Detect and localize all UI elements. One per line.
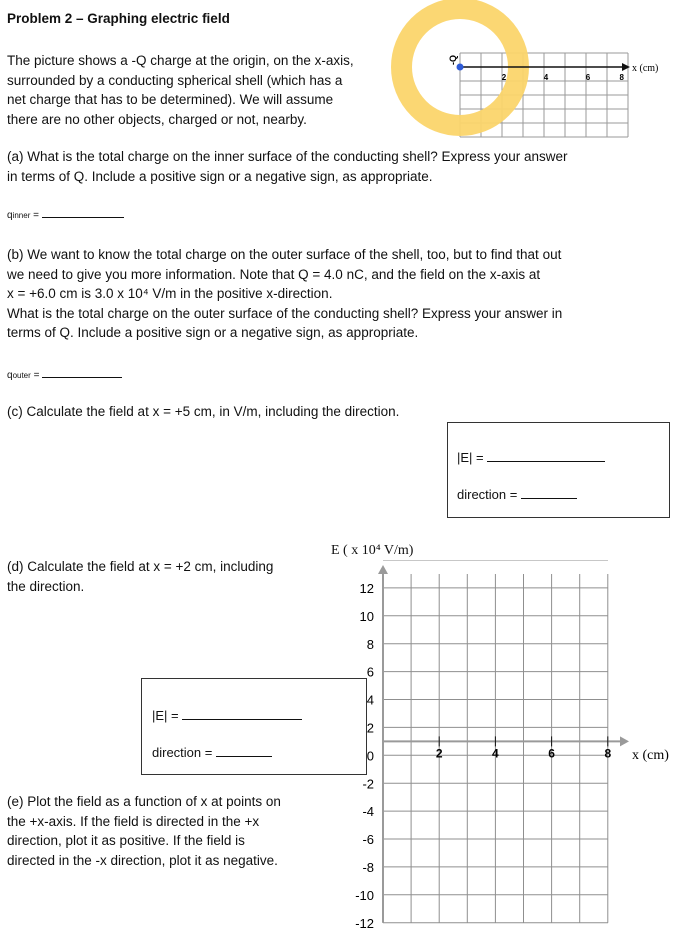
y-tick-label: 0 <box>366 748 374 764</box>
q-outer-answer <box>7 367 122 381</box>
part-b-line: x = +6.0 cm is 3.0 x 10⁴ V/m in the positive x-direction. <box>7 286 333 301</box>
q-inner-subscript: inner <box>12 211 31 220</box>
shell-figure <box>380 0 692 145</box>
y-tick-label: -2 <box>362 776 374 792</box>
intro-line: there are no other objects, charged or not, nearby. <box>7 111 307 127</box>
figure-x-axis-arrow <box>622 63 630 71</box>
y-tick-label: -4 <box>362 804 374 820</box>
graph-y-axis-label: E ( x 10⁴ V/m) <box>331 543 414 558</box>
figure-tick-label: 6 <box>585 73 591 82</box>
part-d-direction-label: direction = <box>152 745 213 760</box>
y-tick-label: 2 <box>366 720 374 736</box>
part-a-question <box>7 147 568 186</box>
graph-x-axis-label: x (cm) <box>632 748 669 763</box>
part-d-direction-row <box>152 745 272 760</box>
q-outer-subscript: outer <box>12 371 31 380</box>
intro-line: The picture shows a -Q charge at the origin, on the x-axis, <box>7 53 354 68</box>
q-outer-equals: = <box>33 370 40 381</box>
part-d-field-label: |E| = <box>152 708 179 723</box>
y-tick-label: 6 <box>366 664 374 680</box>
figure-tick-label: 2 <box>501 73 507 82</box>
part-b-line: What is the total charge on the outer surface of the conducting shell? Express your answer in <box>7 305 563 321</box>
graph-y-axis-arrow <box>378 565 388 574</box>
part-e-line: the +x-axis. If the field is directed in the +x <box>7 813 260 829</box>
part-e-line: direction, plot it as positive. If the field is <box>7 833 245 848</box>
y-tick-label: 12 <box>359 581 374 596</box>
graph-x-axis-arrow <box>620 736 629 746</box>
part-d-direction-blank[interactable] <box>216 746 272 757</box>
y-tick-label: -8 <box>362 860 374 875</box>
x-tick-label: 8 <box>604 746 612 761</box>
y-tick-label: -12 <box>355 915 374 931</box>
problem-title: Problem 2 – Graphing electric field <box>7 11 230 26</box>
part-c-question: (c) Calculate the field at x = +5 cm, in V/m, including the direction. <box>7 404 400 419</box>
part-d-field-row <box>152 708 302 723</box>
y-tick-label: 8 <box>366 636 374 652</box>
part-c-answer-box <box>447 422 670 518</box>
part-a-line: (a) What is the total charge on the inner surface of the conducting shell? Express your answer <box>7 149 568 164</box>
figure-axis-label: x (cm) <box>632 63 659 74</box>
graph-y-ticks <box>355 581 374 931</box>
part-c-field-row <box>457 450 605 465</box>
y-tick-label: -6 <box>362 832 374 848</box>
x-tick-label: 6 <box>548 746 555 761</box>
x-tick-label: 4 <box>492 746 499 761</box>
y-tick-label: 10 <box>359 608 374 624</box>
part-c-field-label: |E| = <box>457 450 484 465</box>
part-b-line: we need to give you more information. Note that Q = 4.0 nC, and the field on the x-axis at <box>7 266 541 282</box>
part-b-question <box>7 245 562 343</box>
intro-line: surrounded by a conducting spherical shell (which has a <box>7 72 343 88</box>
figure-tick-label: 8 <box>619 73 624 82</box>
part-e-line: (e) Plot the field as a function of x at points on <box>7 794 281 809</box>
charge-label: -Q <box>448 55 458 65</box>
y-tick-label: 4 <box>366 692 374 708</box>
part-d-line: the direction. <box>7 578 85 594</box>
part-e-line: directed in the -x direction, plot it as negative. <box>7 852 278 868</box>
q-inner-blank[interactable] <box>42 207 124 218</box>
part-b-line: (b) We want to know the total charge on the outer surface of the shell, too, but to find that out <box>7 247 562 262</box>
graph-axes <box>378 565 629 923</box>
q-inner-label: q <box>7 210 13 221</box>
intro-paragraph <box>7 51 354 129</box>
y-tick-label: -10 <box>355 887 374 903</box>
q-inner-equals: = <box>33 210 39 221</box>
intro-line: net charge that has to be determined). We will assume <box>7 92 334 107</box>
part-c-direction-row <box>457 487 577 502</box>
q-outer-label: q <box>7 370 13 381</box>
q-outer-blank[interactable] <box>42 367 122 378</box>
part-c-field-blank[interactable] <box>487 451 605 462</box>
q-inner-answer <box>7 207 124 221</box>
part-b-line: terms of Q. Include a positive sign or a negative sign, as appropriate. <box>7 325 419 340</box>
part-d-question <box>7 557 273 596</box>
part-a-line: in terms of Q. Include a positive sign or a negative sign, as appropriate. <box>7 168 433 184</box>
part-e-question <box>7 792 281 870</box>
part-d-line: (d) Calculate the field at x = +2 cm, including <box>7 559 274 574</box>
field-graph[interactable] <box>330 560 692 936</box>
part-c-direction-blank[interactable] <box>521 488 577 499</box>
part-c-direction-label: direction = <box>457 487 518 502</box>
figure-tick-label: 4 <box>543 73 549 82</box>
part-d-field-blank[interactable] <box>182 709 302 720</box>
x-tick-label: 2 <box>435 746 443 761</box>
